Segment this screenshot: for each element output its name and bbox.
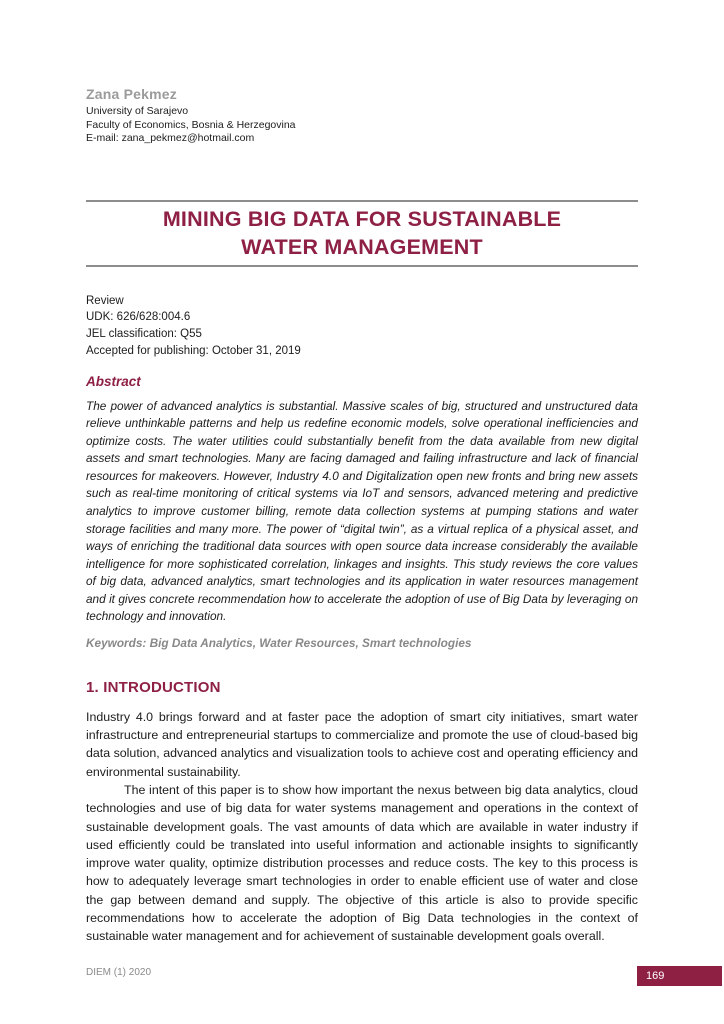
article-title-line-2: WATER MANAGEMENT [241,234,483,259]
udk-number: UDK: 626/628:004.6 [86,311,191,324]
keywords-line: Keywords: Big Data Analytics, Water Resources, Smart technologies [86,635,472,650]
article-title [86,205,638,261]
page-number: 169 [646,970,665,982]
page-number-box [637,966,722,986]
author-affiliation-university: University of Sarajevo [86,105,189,117]
abstract-heading: Abstract [86,373,141,389]
author-email: E-mail: zana_pekmez@hotmail.com [86,132,255,144]
article-type: Review [86,294,124,307]
footer-journal-label: DIEM (1) 2020 [86,967,152,978]
article-title-line-1: MINING BIG DATA FOR SUSTAINABLE [162,206,562,231]
article-meta-block [86,293,638,360]
accepted-date: Accepted for publishing: October 31, 2019 [86,344,301,357]
introduction-paragraph-1: Industry 4.0 brings forward and at faster pace the adoption of smart city initiatives, smart water infrastructure and entrepreneurial startups to commercialize and promote the use of cloud-based big data solution, advanced analytics and visualization tools to achieve cost and operating efficiency and environmental sustainability. [86,709,638,779]
introduction-paragraph-2: The intent of this paper is to show how important the nexus between big data analytics, cloud technologies and use of big data for water systems management and operations in the context of sustainable development goals. The vast amounts of data which are available in water industry if used efficiently could be translated into useful information and actionable insights to significantly improve water quality, optimize distribution processes and reduce costs. The key to this process is how to adequately leverage smart technologies in order to enable efficient use of water and close the gap between demand and supply. The objective of this article is also to provide specific recommendations how to accelerate the adoption of Big Data technologies in the context of sustainable water management and for achievement of sustainable development goals overall. [86,782,638,944]
jel-classification: JEL classification: Q55 [86,328,202,341]
author-block [86,86,638,146]
abstract-text: The power of advanced analytics is substantial. Massive scales of big, structured and unstructured data relieve unthinkable patterns and help us redefine economic models, solve operational inefficiencies and optimize costs. The water utilities could substantially benefit from the data available from new digital assets and smart technologies. Many are facing damaged and failing infrastructure and lack of financial resources for makeovers. However, Industry 4.0 and Digitalization open new fronts and bring new assets such as real-time monitoring of critical systems via IoT and sensors, advanced metering and predictive analytics to improve customer billing, remote data collection systems at pumping stations and water storage facilities and many more. The power of “digital twin”, as a virtual replica of a physical asset, and ways of enriching the traditional data sources with open source data increase considerably the available intelligence for more sophisticated correlation, linkages and insights. This study reviews the core values of big data, advanced analytics, smart technologies and its application in water resources management and it gives concrete recommendation how to accelerate the adoption of use of Big Data by leveraging on technology and innovation. [86,398,638,624]
author-affiliation-faculty: Faculty of Economics, Bosnia & Herzegovina [86,118,296,131]
section-heading-introduction: 1. INTRODUCTION [86,678,221,696]
author-name: Zana Pekmez [86,86,177,102]
article-title-block [86,200,638,267]
